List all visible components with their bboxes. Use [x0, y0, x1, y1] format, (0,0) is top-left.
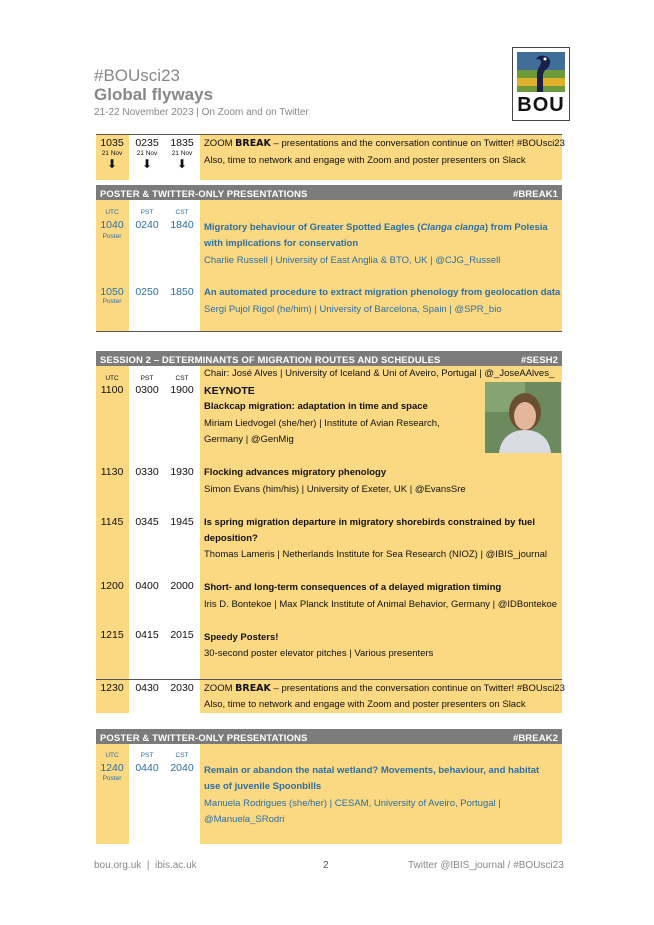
talk3-pst: 0400 — [135, 580, 159, 592]
talk2-utc: 1145 — [100, 516, 124, 528]
talk1-cst: 1930 — [170, 466, 194, 478]
talk3-cst: 2000 — [170, 580, 194, 592]
poster-label: Poster — [102, 233, 122, 240]
talk4-pst: 0415 — [135, 629, 159, 641]
utc-label: UTC — [105, 209, 119, 216]
keynote-authors-2: Germany | @GenMig — [204, 434, 294, 445]
cst-label: CST — [175, 752, 189, 759]
session-bar-2: SESSION 2 – DETERMINANTS OF MIGRATION ROUTES AND SCHEDULES #SESH2 — [96, 351, 562, 366]
break2-utc: 1230 — [100, 682, 124, 694]
poster1-pst: 0240 — [135, 219, 159, 231]
break2-cst: 2030 — [170, 682, 194, 694]
talk3-utc: 1200 — [100, 580, 124, 592]
poster3-title: Remain or abandon the natal wetland? Movements, behaviour, and habitat — [204, 765, 540, 776]
keynote-authors: Miriam Liedvogel (she/her) | Institute of Avian Research, — [204, 418, 440, 429]
poster1-cst: 1840 — [170, 219, 194, 231]
pst-label: PST — [140, 209, 154, 216]
day-label: 21 Nov — [101, 150, 123, 157]
talk1-title: Flocking advances migratory phenology — [204, 467, 387, 478]
poster3-cst: 2040 — [170, 762, 194, 774]
poster1-utc: 1040 — [100, 219, 124, 231]
footer-links[interactable]: bou.org.uk | ibis.ac.uk — [94, 860, 197, 871]
talk2-title-2: deposition? — [204, 533, 258, 544]
arrow-down-icon: ⬇ — [141, 157, 153, 171]
speaker-photo — [485, 382, 561, 453]
poster3-authors: Manuela Rodrigues (she/her) | CESAM, University of Aveiro, Portugal | — [204, 798, 501, 809]
poster2-title: An automated procedure to extract migration phenology from geolocation data — [204, 287, 561, 298]
poster-label: Poster — [102, 298, 122, 305]
cst-label: CST — [175, 209, 189, 216]
hashtag: #BOUsci23 — [94, 66, 180, 85]
arrow-down-icon: ⬇ — [176, 157, 188, 171]
talk2-authors: Thomas Lameris | Netherlands Institute for Sea Research (NIOZ) | @IBIS_journal — [204, 549, 547, 560]
poster3-utc: 1240 — [100, 762, 124, 774]
poster-bar-1: POSTER & TWITTER-ONLY PRESENTATIONS #BREAK1 — [96, 185, 562, 200]
talk1-utc: 1130 — [100, 466, 124, 478]
talk4-cst: 2015 — [170, 629, 194, 641]
event-date: 21-22 November 2023 | On Zoom and on Twitter — [94, 107, 309, 118]
break1-line2: Also, time to network and engage with Zoom and poster presenters on Slack — [204, 155, 526, 166]
logo-text: BOU — [517, 94, 565, 116]
poster-bar-2: POSTER & TWITTER-ONLY PRESENTATIONS #BREAK2 — [96, 729, 562, 744]
break1-utc: 1035 — [100, 137, 124, 149]
utc-label: UTC — [105, 752, 119, 759]
poster1-title-2: with implications for conservation — [204, 238, 359, 249]
bird-logo-icon — [517, 52, 565, 92]
day-label: 21 Nov — [171, 150, 193, 157]
pst-label: PST — [140, 375, 154, 382]
break1-cst: 1835 — [170, 137, 194, 149]
poster1-title: Migratory behaviour of Greater Spotted Eagles (Clanga clanga) from Polesia — [204, 222, 548, 233]
talk2-cst: 1945 — [170, 516, 194, 528]
page-number: 2 — [323, 860, 329, 871]
break2-line2: Also, time to network and engage with Zoom and poster presenters on Slack — [204, 699, 526, 710]
break2-line1: ZOOM BREAK – presentations and the conversation continue on Twitter! #BOUsci23 — [204, 683, 565, 694]
talk3-title: Short- and long-term consequences of a delayed migration timing — [204, 582, 502, 593]
break1-line1: ZOOM BREAK – presentations and the conversation continue on Twitter! #BOUsci23 — [204, 138, 565, 149]
talk1-pst: 0330 — [135, 466, 159, 478]
keynote-label: KEYNOTE — [204, 385, 255, 397]
talk3-authors: Iris D. Bontekoe | Max Planck Institute of Animal Behavior, Germany | @IDBontekoe — [204, 599, 558, 610]
poster2-cst: 1850 — [170, 286, 194, 298]
poster2-authors: Sergi Pujol Rigol (he/him) | University of Barcelona, Spain | @SPR_bio — [204, 304, 502, 315]
talk4-authors: 30-second poster elevator pitches | Various presenters — [204, 648, 434, 659]
break1-pst: 0235 — [135, 137, 159, 149]
talk1-authors: Simon Evans (him/his) | University of Exeter, UK | @EvansSre — [204, 484, 466, 495]
keynote-cst: 1900 — [170, 384, 194, 396]
poster3-pst: 0440 — [135, 762, 159, 774]
day-label: 21 Nov — [136, 150, 158, 157]
page-title: Global flyways — [94, 85, 214, 104]
poster-label: Poster — [102, 775, 122, 782]
keynote-pst: 0300 — [135, 384, 159, 396]
keynote-utc: 1100 — [100, 384, 124, 396]
talk4-utc: 1215 — [100, 629, 124, 641]
poster1-authors: Charlie Russell | University of East Anglia & BTO, UK | @CJG_Russell — [204, 255, 501, 266]
break2-pst: 0430 — [135, 682, 159, 694]
cst-label: CST — [175, 375, 189, 382]
poster2-utc: 1050 — [100, 286, 124, 298]
poster3-authors-2: @Manuela_SRodri — [204, 814, 285, 825]
poster3-title-2: use of juvenile Spoonbills — [204, 781, 322, 792]
footer-twitter[interactable]: Twitter @IBIS_journal / #BOUsci23 — [408, 860, 564, 871]
talk2-title: Is spring migration departure in migratory shorebirds constrained by fuel — [204, 517, 535, 528]
utc-label: UTC — [105, 375, 119, 382]
keynote-title: Blackcap migration: adaptation in time and space — [204, 401, 428, 412]
bou-logo — [512, 47, 570, 121]
poster2-pst: 0250 — [135, 286, 159, 298]
arrow-down-icon: ⬇ — [106, 157, 118, 171]
talk2-pst: 0345 — [135, 516, 159, 528]
session-chair: Chair: José Alves | University of Iceland & Uni of Aveiro, Portugal | @_JoseAAlves_ — [204, 368, 555, 379]
pst-label: PST — [140, 752, 154, 759]
talk4-title: Speedy Posters! — [204, 632, 279, 643]
